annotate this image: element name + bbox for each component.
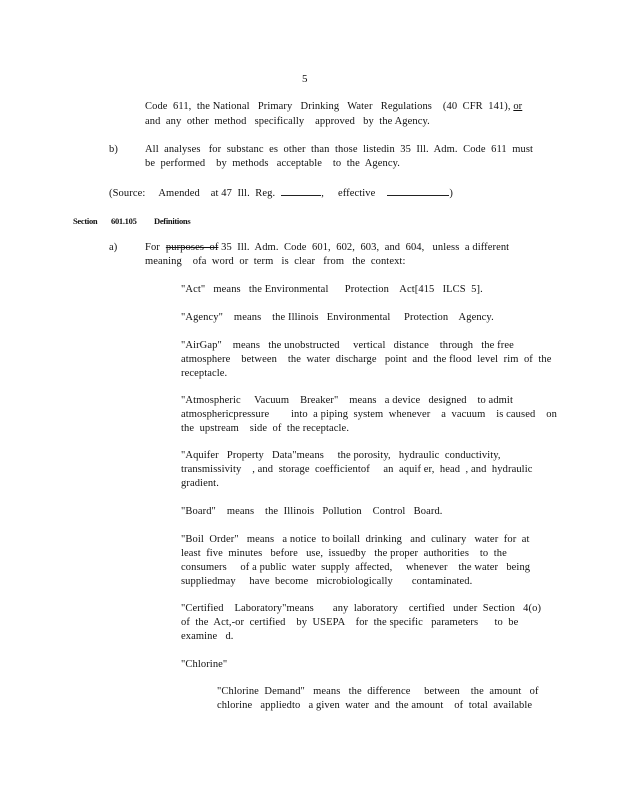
- definition-agency: "Agency" means the Illinois Environmental Protection Agency.: [181, 312, 494, 323]
- definition-boil-order-line-3: consumers of a public water supply affected, whenever the water being: [181, 562, 531, 573]
- definition-boil-order-line-1: "Boil Order" means a notice to boilall drinking and culinary water for at: [181, 534, 530, 545]
- section-label: Section: [73, 216, 98, 226]
- intro-line-1: [145, 100, 522, 114]
- page-number: 5: [302, 73, 308, 85]
- sub-definition-chlorine-demand-line-2: chlorine appliedto a given water and the amount of total available: [217, 700, 533, 711]
- definition-boil-order-line-4: suppliedmay have become microbiologically contaminated.: [181, 576, 473, 587]
- intro-line-2: and any other method specifically approved by the Agency.: [145, 116, 430, 127]
- item-a-line-1: [145, 241, 509, 255]
- source-blank-effective: [387, 185, 449, 196]
- definition-certified-lab-line-2: of the Act,-or certified by USEPA for the specific parameters to be: [181, 617, 519, 628]
- definition-airgap-line-3: receptacle.: [181, 368, 228, 379]
- section-title: Definitions: [154, 216, 191, 226]
- sub-definition-chlorine-demand-line-1: "Chlorine Demand" means the difference between the amount of: [217, 686, 539, 697]
- definition-vacuum-breaker-line-3: the upstream side of the receptacle.: [181, 423, 350, 434]
- definition-certified-lab-line-1: "Certified Laboratory"means any laboratory certified under Section 4(o): [181, 603, 542, 614]
- definition-airgap-line-2: atmosphere between the water discharge point and the flood level rim of the: [181, 354, 552, 365]
- intro-line-1-text: Code 611, the National Primary Drinking Water Regulations (40 CFR 141),: [145, 101, 514, 112]
- item-a-line-1-end: and 604, unless a different: [379, 242, 510, 253]
- source-text: Amended at 47 Ill. Reg.: [158, 188, 276, 199]
- definition-aquifer-line-1: "Aquifer Property Data"means the porosity, hydraulic conductivity,: [181, 450, 501, 461]
- definition-vacuum-breaker-line-1: "Atmospheric Vacuum Breaker" means a device designed to admit: [181, 395, 513, 406]
- source-blank-reg: [281, 185, 321, 196]
- item-a-line-2: meaning ofa word or term is clear from the context:: [145, 256, 406, 267]
- source-comma: ,: [321, 188, 324, 199]
- definition-aquifer-line-3: gradient.: [181, 478, 219, 489]
- definition-boil-order-line-2: least five minutes before use, issuedby the proper authorities to the: [181, 548, 507, 559]
- definition-certified-lab-line-3: examine d.: [181, 631, 234, 642]
- item-a-line-1-rest: 35 Ill. Adm. Code 601, 602, 603,: [218, 242, 380, 253]
- section-number: 601.105: [111, 216, 137, 226]
- source-label: (Source:: [109, 188, 146, 199]
- definition-airgap-line-1: "AirGap" means the unobstructed vertical distance through the free: [181, 340, 514, 351]
- item-b-label: b): [109, 144, 118, 155]
- item-a-struck-text: purposes of: [165, 242, 219, 253]
- definition-chlorine: "Chlorine": [181, 659, 228, 670]
- item-b-line-2: be performed by methods acceptable to the Agency.: [145, 158, 401, 169]
- item-b-line-1: All analyses for substanc es other than those listedin 35 Ill. Adm. Code 611 must: [145, 144, 534, 155]
- item-a-for: For: [145, 242, 160, 253]
- source-line: [109, 185, 453, 201]
- intro-or-underlined: or: [513, 101, 523, 112]
- definition-act: "Act" means the Environmental Protection Act[415 ILCS 5].: [181, 284, 483, 295]
- definition-board: "Board" means the Illinois Pollution Control Board.: [181, 506, 443, 517]
- item-a-label: a): [109, 242, 118, 253]
- definition-aquifer-line-2: transmissivity , and storage coefficientof an aquif er, head , and hydraulic: [181, 464, 533, 475]
- source-effective: effective: [337, 188, 376, 199]
- source-close: ): [449, 188, 453, 199]
- definition-vacuum-breaker-line-2: atmosphericpressure into a piping system whenever a vacuum is caused on: [181, 409, 557, 420]
